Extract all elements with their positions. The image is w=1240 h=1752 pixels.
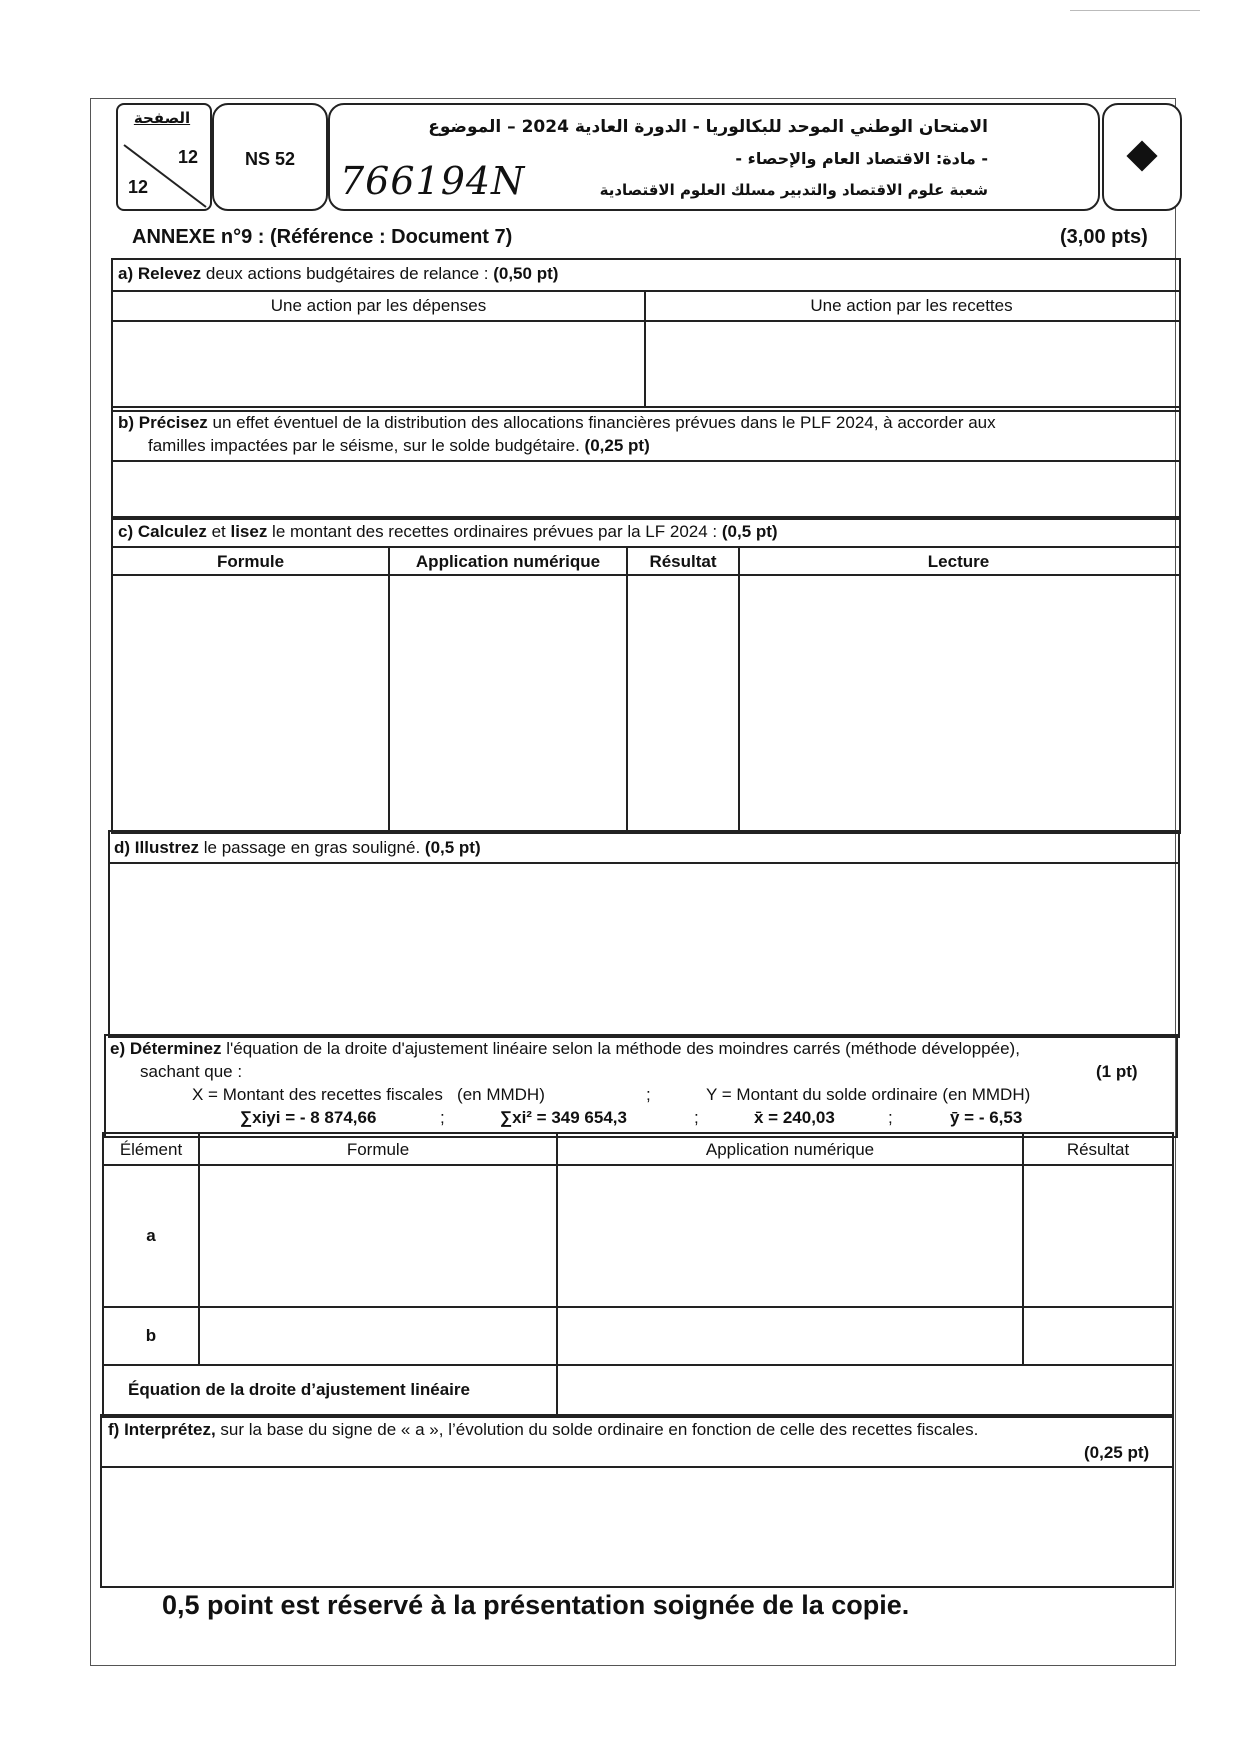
q-b-verb: Précisez <box>138 413 208 432</box>
q-b-answer[interactable] <box>113 462 1177 516</box>
q-c-letter: c) <box>118 522 134 541</box>
q-b-text1: un effet éventuel de la distribution des allocations financières prévues dans le PLF 2024, à accorder aux <box>207 413 996 432</box>
q-e-a-application[interactable] <box>558 1166 1022 1306</box>
q-e-header-formule: Formule <box>346 1140 410 1159</box>
q-c-pts: (0,5 pt) <box>721 522 778 541</box>
q-e-b-formule[interactable] <box>200 1308 556 1364</box>
q-c-header-resultat: Résultat <box>649 552 717 571</box>
q-a-pts: (0,50 pt) <box>493 264 559 283</box>
q-e-equation-label: Équation de la droite d’ajustement linéaire <box>128 1380 470 1399</box>
page-number-box <box>116 103 212 211</box>
exam-line: الامتحان الوطني الموحد للبكالوريا - الدورة العادية 2024 – الموضوع <box>428 117 988 137</box>
q-d-answer[interactable] <box>110 864 1176 1034</box>
q-c-answer-resultat[interactable] <box>628 576 738 830</box>
q-a-letter: a) <box>118 264 134 283</box>
code-box <box>212 103 328 211</box>
q-e-letter: e) <box>110 1039 126 1058</box>
subject-line: - مادة: الاقتصاد العام والإحصاء - <box>735 149 988 168</box>
q-e-separator: ; <box>646 1085 651 1104</box>
q-e-sum-xy: ∑xiyi = - 8 874,66 <box>240 1108 377 1127</box>
presentation-note: 0,5 point est réservé à la présentation soignée de la copie. <box>162 1590 910 1620</box>
q-d-prompt <box>114 838 481 858</box>
q-c-prompt <box>118 522 778 542</box>
q-e-separator: ; <box>888 1108 893 1127</box>
q-e-separator: ; <box>440 1108 445 1127</box>
q-e-text2: sachant que : <box>140 1062 243 1081</box>
q-f-pts: (0,25 pt) <box>1084 1443 1150 1462</box>
q-e-prompt-line1 <box>110 1039 1170 1059</box>
q-e-row-b-label: b <box>145 1326 157 1345</box>
q-a-prompt <box>118 264 558 284</box>
q-c-header-lecture: Lecture <box>927 552 990 571</box>
q-f-prompt <box>108 1420 1168 1440</box>
q-e-text1: l'équation de la droite d'ajustement linéaire selon la méthode des moindres carrés (méthode développée), <box>221 1039 1020 1058</box>
q-f-text: sur la base du signe de « a », l’évolution du solde ordinaire en fonction de celle des recettes fiscales. <box>215 1420 979 1439</box>
q-d-letter: d) <box>114 838 131 857</box>
q-e-verb: Déterminez <box>129 1039 222 1058</box>
page-label: الصفحة <box>133 109 191 127</box>
q-e-a-resultat[interactable] <box>1024 1166 1170 1306</box>
q-e-header-application: Application numérique <box>705 1140 875 1159</box>
q-a-col1-header: Une action par les dépenses <box>270 296 487 315</box>
annex-points: (3,00 pts) <box>1060 226 1148 248</box>
q-b-letter: b) <box>118 413 135 432</box>
q-c-verb1: Calculez <box>137 522 207 541</box>
branch-line: شعبة علوم الاقتصاد والتدبير مسلك العلوم الاقتصادية <box>599 181 988 199</box>
q-e-x-definition: X = Montant des recettes fiscales (en MMDH) <box>192 1085 545 1104</box>
q-f-letter: f) <box>108 1420 120 1439</box>
q-c-answer-application[interactable] <box>390 576 626 830</box>
q-e-b-resultat[interactable] <box>1024 1308 1170 1364</box>
q-b-pts: (0,25 pt) <box>584 436 650 455</box>
q-c-answer-lecture[interactable] <box>740 576 1177 830</box>
q-e-y-bar: ȳ = - 6,53 <box>950 1108 1023 1127</box>
diamond-box <box>1102 103 1182 211</box>
q-e-header-element: Élément <box>119 1140 183 1159</box>
exam-code: NS 52 <box>244 149 296 169</box>
page-total: 12 <box>128 177 149 197</box>
q-b-text2: familles impactées par le séisme, sur le solde budgétaire. <box>148 436 585 455</box>
q-a-answer-revenue[interactable] <box>646 322 1177 406</box>
q-e-equation-answer[interactable] <box>558 1366 1170 1414</box>
q-c-header-formule: Formule <box>216 552 285 571</box>
q-a-text: deux actions budgétaires de relance : <box>201 264 494 283</box>
title-box <box>328 103 1100 211</box>
annex-title: ANNEXE n°9 : (Référence : Document 7) <box>132 226 513 248</box>
q-a-answer-spending[interactable] <box>113 322 642 406</box>
q-b-prompt-line2 <box>148 436 650 456</box>
q-e-pts: (1 pt) <box>1096 1062 1138 1081</box>
q-e-x-bar: x̄ = 240,03 <box>754 1108 835 1127</box>
q-e-separator: ; <box>694 1108 699 1127</box>
q-e-row-a-label: a <box>146 1226 156 1245</box>
q-a-col2-header: Une action par les recettes <box>810 296 1013 315</box>
q-d-verb: Illustrez <box>134 838 200 857</box>
q-c-answer-formule[interactable] <box>113 576 388 830</box>
q-c-text: le montant des recettes ordinaires prévues par la LF 2024 : <box>267 522 722 541</box>
scan-edge-line <box>1070 10 1200 11</box>
q-e-b-application[interactable] <box>558 1308 1022 1364</box>
q-e-header-resultat: Résultat <box>1066 1140 1130 1159</box>
q-d-text: le passage en gras souligné. <box>199 838 425 857</box>
q-b-prompt-line1 <box>118 413 1174 433</box>
q-a-verb: Relevez <box>137 264 202 283</box>
q-e-sum-x2: ∑xi² = 349 654,3 <box>500 1108 627 1127</box>
q-d-pts: (0,5 pt) <box>424 838 481 857</box>
q-e-a-formule[interactable] <box>200 1166 556 1306</box>
handwritten-code: 766194N <box>340 159 526 203</box>
q-c-and: et <box>206 522 231 541</box>
q-e-y-definition: Y = Montant du solde ordinaire (en MMDH) <box>706 1085 1031 1104</box>
divider <box>111 546 1179 548</box>
diamond-icon <box>1126 140 1157 171</box>
q-c-header-application: Application numérique <box>415 552 601 571</box>
q-f-answer[interactable] <box>102 1468 1170 1584</box>
page-current: 12 <box>178 147 199 167</box>
q-c-verb2: lisez <box>230 522 268 541</box>
q-f-verb: Interprétez, <box>124 1420 216 1439</box>
